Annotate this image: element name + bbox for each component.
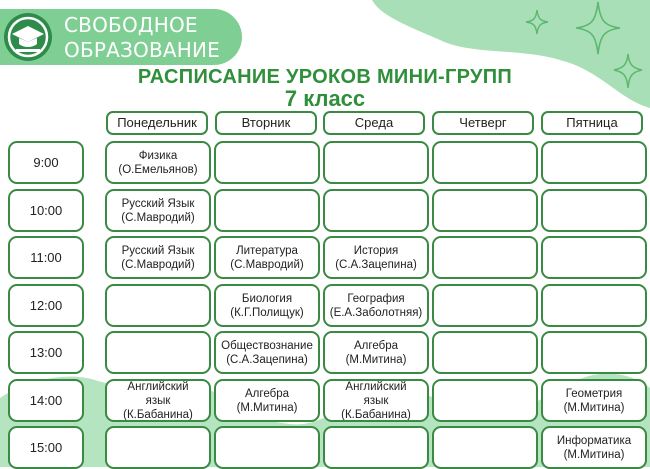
time-slot: 13:00 — [8, 331, 84, 374]
brand-name-line2: ОБРАЗОВАНИЕ — [64, 38, 221, 62]
time-slot: 15:00 — [8, 426, 84, 469]
brand-name — [64, 13, 244, 63]
lesson-cell — [432, 426, 538, 469]
lesson-subject: Английский язык — [345, 380, 407, 407]
lesson-cell — [214, 379, 320, 422]
lesson-cell — [214, 284, 320, 327]
lesson-teacher: (М.Митина) — [345, 353, 407, 366]
lesson-subject: Алгебра — [354, 339, 398, 352]
lesson-subject: Алгебра — [245, 387, 289, 400]
lesson-cell — [323, 236, 429, 279]
lesson-subject: Русский Язык — [121, 244, 195, 257]
time-slot: 9:00 — [8, 141, 84, 184]
lesson-cell — [105, 426, 211, 469]
lesson-cell — [105, 236, 211, 279]
lesson-cell — [105, 379, 211, 422]
time-slot: 14:00 — [8, 379, 84, 422]
lesson-subject: Геометрия — [565, 387, 623, 400]
page-subtitle: 7 класс — [284, 86, 366, 111]
lesson-teacher: (С.А.Зацепина) — [226, 353, 308, 366]
lesson-teacher: (М.Митина) — [236, 401, 298, 414]
lesson-cell — [541, 284, 647, 327]
lesson-cell — [541, 189, 647, 232]
day-header-monday: Понедельник — [106, 111, 208, 135]
brand-logo — [4, 13, 52, 61]
lesson-teacher: (М.Митина) — [563, 448, 625, 461]
brand-name-line1: СВОБОДНОЕ — [64, 13, 198, 37]
lesson-subject: Литература — [236, 244, 298, 257]
lesson-subject: География — [347, 292, 405, 305]
lesson-teacher: (С.Мавродий) — [230, 258, 304, 271]
lesson-cell — [323, 426, 429, 469]
lesson-cell — [432, 379, 538, 422]
day-header-friday: Пятница — [541, 111, 643, 135]
lesson-cell — [432, 141, 538, 184]
lesson-cell — [432, 189, 538, 232]
lesson-teacher: (М.Митина) — [563, 401, 625, 414]
lesson-cell — [323, 331, 429, 374]
lesson-cell — [541, 426, 647, 469]
lesson-cell — [541, 236, 647, 279]
lesson-cell — [323, 284, 429, 327]
lesson-teacher: (С.Мавродий) — [121, 258, 195, 271]
lesson-cell — [214, 141, 320, 184]
lesson-subject: Информатика — [556, 434, 632, 447]
lesson-teacher: (С.А.Зацепина) — [335, 258, 417, 271]
lesson-teacher: (К.Бабанина) — [123, 408, 193, 421]
lesson-subject: Английский язык — [127, 380, 189, 407]
lesson-cell — [432, 284, 538, 327]
lesson-cell — [105, 331, 211, 374]
lesson-cell — [323, 189, 429, 232]
time-slot: 11:00 — [8, 236, 84, 279]
time-slot: 12:00 — [8, 284, 84, 327]
day-header-thursday: Четверг — [432, 111, 534, 135]
lesson-cell — [105, 284, 211, 327]
lesson-teacher: (К.Г.Полищук) — [230, 306, 304, 319]
lesson-subject: Биология — [241, 292, 293, 305]
lesson-cell — [214, 331, 320, 374]
lesson-cell — [105, 189, 211, 232]
lesson-cell — [541, 379, 647, 422]
lesson-cell — [541, 331, 647, 374]
lesson-subject: Физика — [138, 149, 178, 162]
lesson-teacher: (К.Бабанина) — [341, 408, 411, 421]
lesson-cell — [214, 426, 320, 469]
page-title: РАСПИСАНИЕ УРОКОВ МИНИ-ГРУПП — [137, 66, 513, 88]
lesson-cell — [214, 236, 320, 279]
lesson-teacher: (Е.А.Заболотняя) — [329, 306, 423, 319]
lesson-cell — [105, 141, 211, 184]
lesson-cell — [214, 189, 320, 232]
lesson-cell — [323, 379, 429, 422]
lesson-cell — [541, 141, 647, 184]
lesson-cell — [432, 331, 538, 374]
lesson-cell — [432, 236, 538, 279]
graduation-cap-icon — [4, 13, 52, 61]
day-header-tuesday: Вторник — [215, 111, 317, 135]
lesson-teacher: (С.Мавродий) — [121, 211, 195, 224]
lesson-subject: История — [353, 244, 399, 257]
lesson-teacher: (О.Емельянов) — [118, 163, 198, 176]
lesson-subject: Обществознание — [221, 339, 313, 352]
time-slot: 10:00 — [8, 189, 84, 232]
lesson-cell — [323, 141, 429, 184]
lesson-subject: Русский Язык — [121, 197, 195, 210]
day-header-wednesday: Среда — [323, 111, 425, 135]
